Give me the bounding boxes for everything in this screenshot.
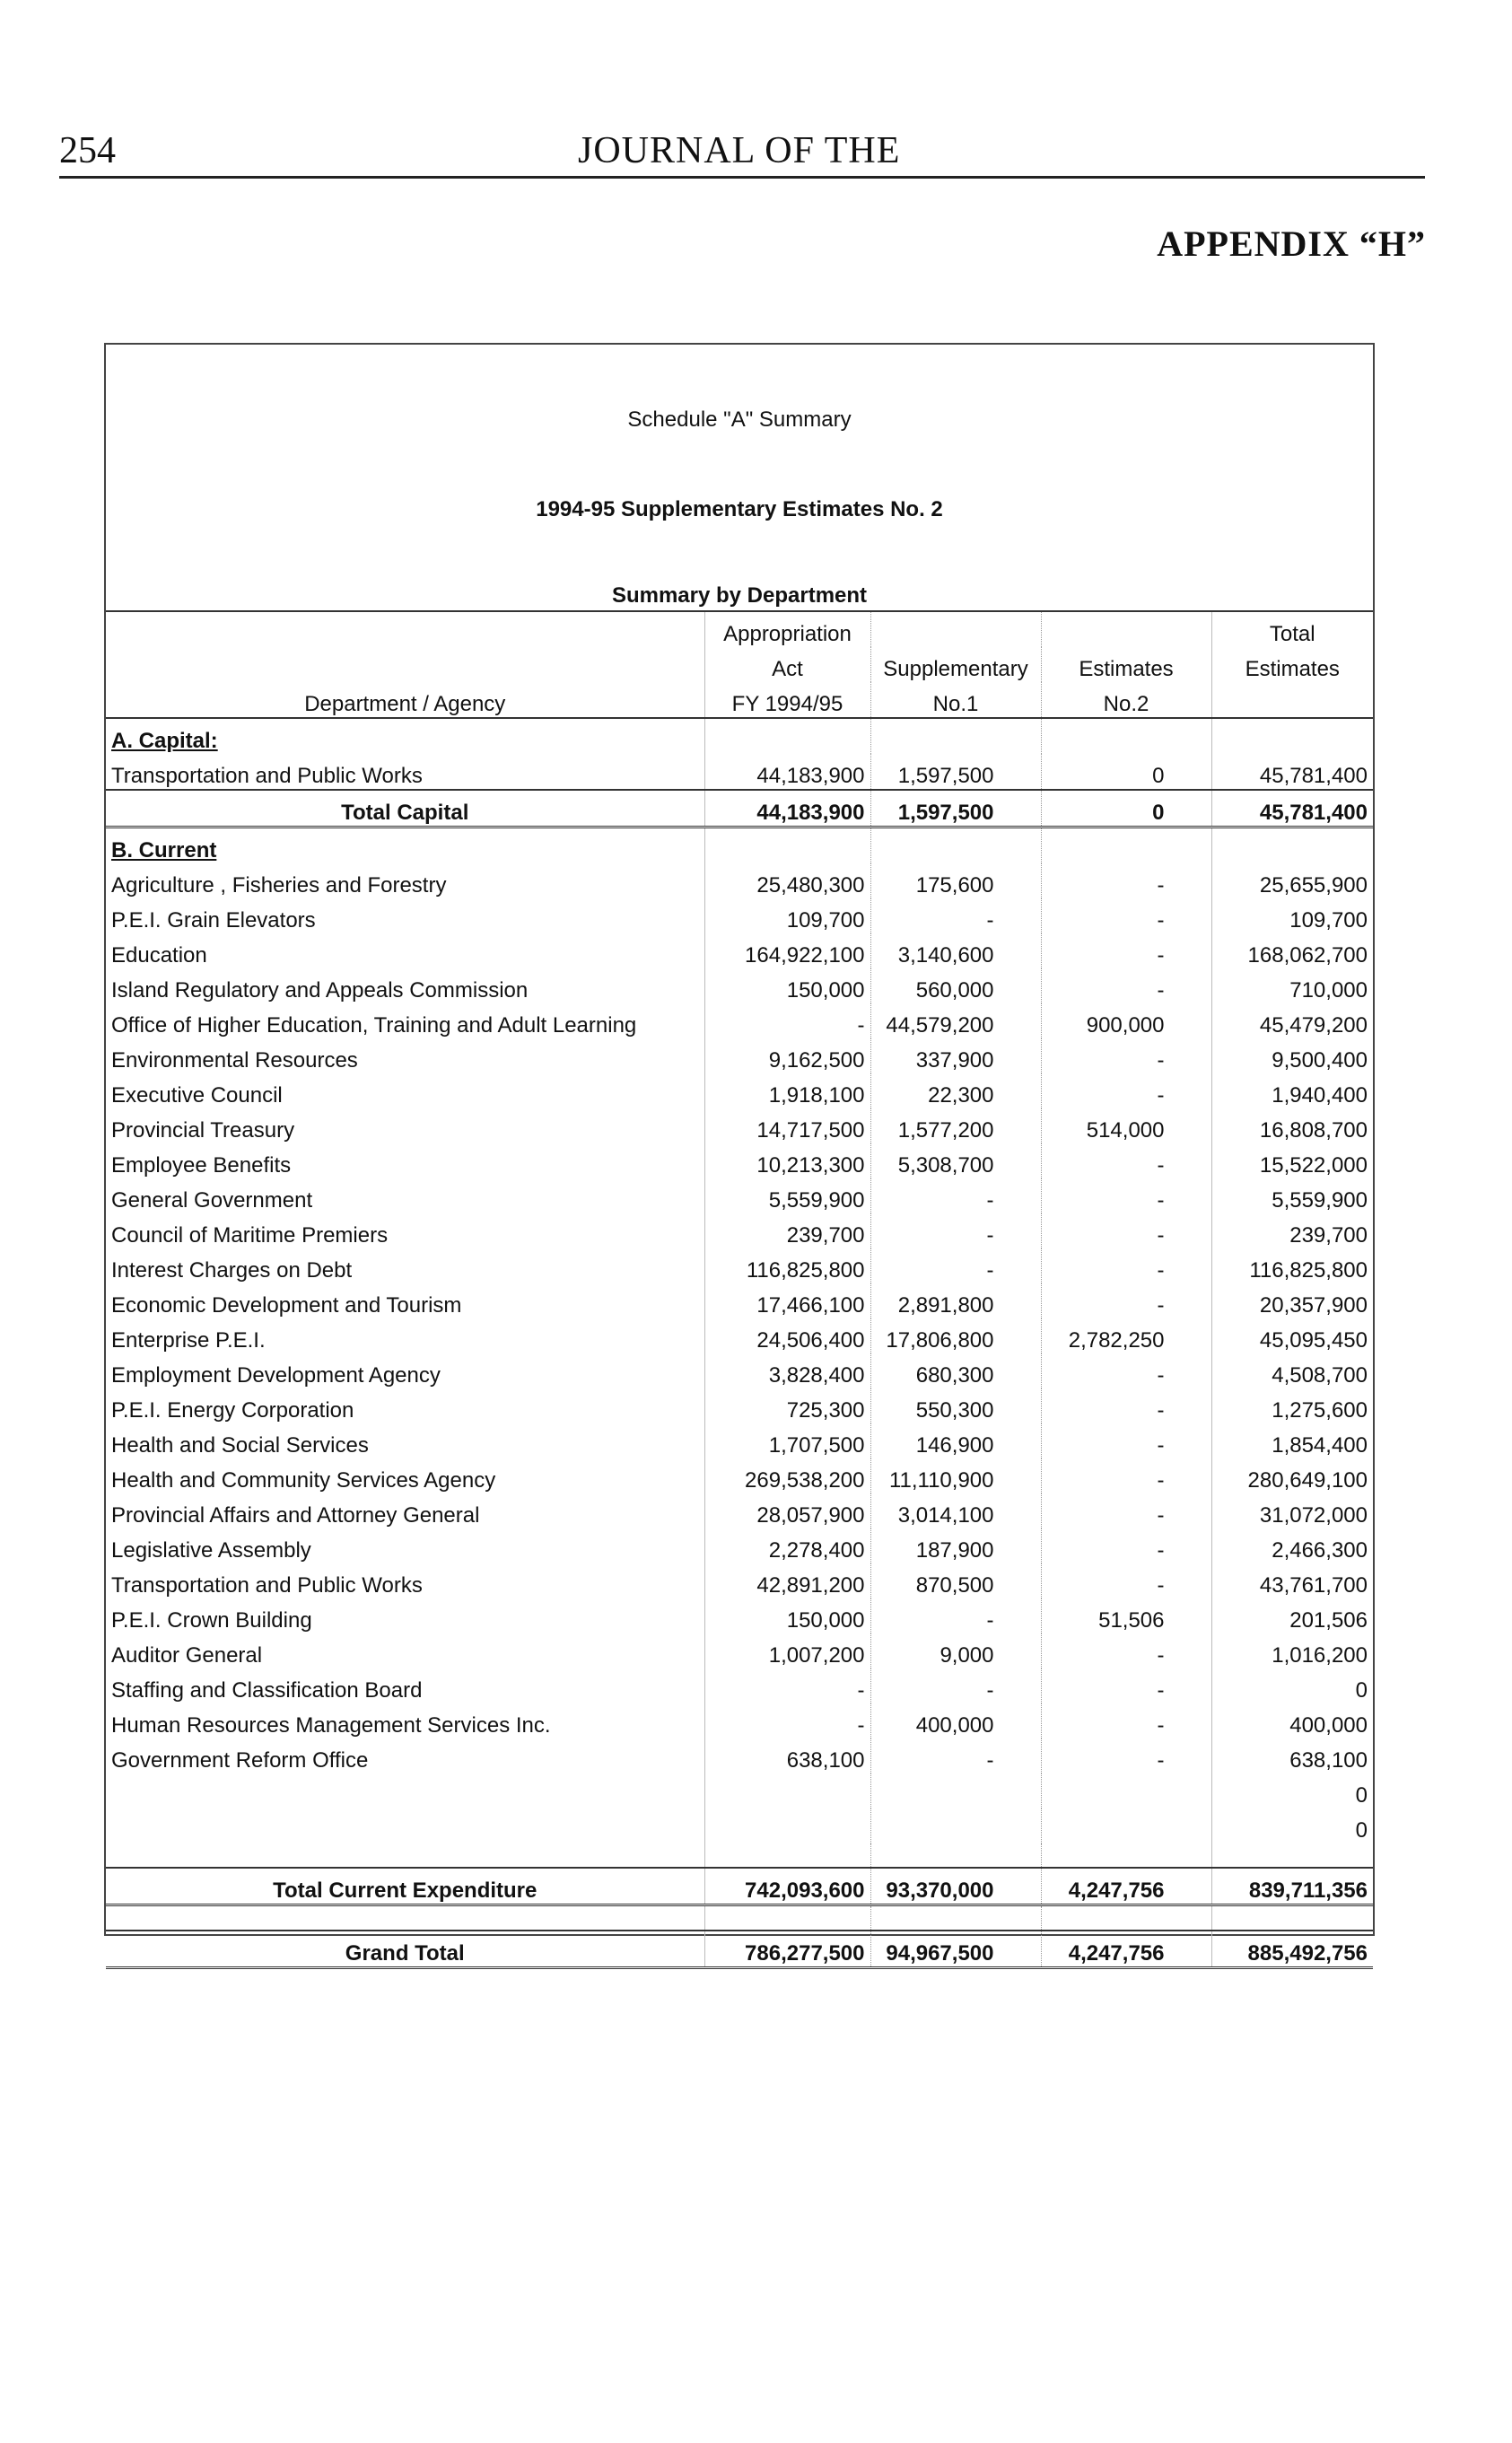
column-header xyxy=(106,647,704,682)
amount-cell: 269,538,200 xyxy=(704,1458,870,1493)
amount-cell xyxy=(870,1843,1041,1868)
row-label: Environmental Resources xyxy=(111,1048,358,1073)
amount-cell: - xyxy=(1041,1703,1211,1738)
column-header xyxy=(1041,611,1211,647)
journal-title: JOURNAL OF THE xyxy=(578,130,901,171)
amount-cell xyxy=(704,1773,870,1808)
amount-cell xyxy=(704,1905,870,1931)
column-header: Appropriation xyxy=(704,611,870,647)
row-label: Economic Development and Tourism xyxy=(111,1293,462,1318)
table-row xyxy=(106,1388,1373,1423)
table-row xyxy=(106,1738,1373,1773)
amount-cell: 146,900 xyxy=(870,1423,1041,1458)
amount-cell: 45,781,400 xyxy=(1211,754,1373,790)
amount-cell xyxy=(1041,1843,1211,1868)
amount-cell: 742,093,600 xyxy=(704,1868,870,1905)
amount-cell: 1,016,200 xyxy=(1211,1633,1373,1668)
row-label: Interest Charges on Debt xyxy=(111,1258,353,1283)
row-label: B. Current xyxy=(111,838,217,862)
column-header: Estimates xyxy=(1211,647,1373,682)
amount-cell: 17,806,800 xyxy=(870,1318,1041,1353)
table-row xyxy=(106,1528,1373,1563)
table-row xyxy=(106,1318,1373,1353)
row-label: Total Capital xyxy=(106,790,704,827)
amount-cell: 400,000 xyxy=(870,1703,1041,1738)
amount-cell: 175,600 xyxy=(870,863,1041,898)
amount-cell: 1,597,500 xyxy=(870,754,1041,790)
row-label: P.E.I. Crown Building xyxy=(111,1608,312,1633)
row-label: Transportation and Public Works xyxy=(111,764,423,788)
table-row xyxy=(106,1458,1373,1493)
amount-cell xyxy=(870,1808,1041,1843)
amount-cell xyxy=(704,827,870,864)
amount-cell: 45,095,450 xyxy=(1211,1318,1373,1353)
amount-cell: 93,370,000 xyxy=(870,1868,1041,1905)
table-row xyxy=(106,968,1373,1003)
amount-cell: 16,808,700 xyxy=(1211,1108,1373,1143)
amount-cell: 2,891,800 xyxy=(870,1283,1041,1318)
amount-cell: - xyxy=(870,1178,1041,1213)
row-label: Health and Social Services xyxy=(111,1433,369,1458)
amount-cell: 28,057,900 xyxy=(704,1493,870,1528)
amount-cell: 5,559,900 xyxy=(1211,1178,1373,1213)
amount-cell: 400,000 xyxy=(1211,1703,1373,1738)
amount-cell: 45,479,200 xyxy=(1211,1003,1373,1038)
amount-cell: 22,300 xyxy=(870,1073,1041,1108)
amount-cell: 44,183,900 xyxy=(704,790,870,827)
amount-cell: - xyxy=(1041,1668,1211,1703)
amount-cell xyxy=(1041,827,1211,864)
amount-cell: 5,559,900 xyxy=(704,1178,870,1213)
summary-table xyxy=(106,610,1373,1969)
row-label: Legislative Assembly xyxy=(111,1538,311,1563)
schedule-subtitle: 1994-95 Supplementary Estimates No. 2 xyxy=(536,497,943,521)
amount-cell xyxy=(870,718,1041,754)
amount-cell: 1,577,200 xyxy=(870,1108,1041,1143)
section-heading xyxy=(106,718,1373,754)
row-label: Education xyxy=(111,943,207,968)
amount-cell: 560,000 xyxy=(870,968,1041,1003)
row-label xyxy=(106,1843,704,1868)
column-header: Estimates xyxy=(1041,647,1211,682)
amount-cell: 725,300 xyxy=(704,1388,870,1423)
amount-cell: 337,900 xyxy=(870,1038,1041,1073)
amount-cell xyxy=(1041,718,1211,754)
amount-cell: 5,308,700 xyxy=(870,1143,1041,1178)
amount-cell: 870,500 xyxy=(870,1563,1041,1598)
amount-cell: 0 xyxy=(1211,1773,1373,1808)
amount-cell: 109,700 xyxy=(704,898,870,933)
table-row xyxy=(106,1283,1373,1318)
table-row xyxy=(106,1633,1373,1668)
amount-cell: - xyxy=(1041,1143,1211,1178)
amount-cell: - xyxy=(1041,1073,1211,1108)
table-row xyxy=(106,1143,1373,1178)
amount-cell: - xyxy=(870,1668,1041,1703)
row-label: Employee Benefits xyxy=(111,1153,292,1178)
table-row xyxy=(106,1038,1373,1073)
column-header: No.1 xyxy=(870,682,1041,718)
amount-cell: 1,597,500 xyxy=(870,790,1041,827)
row-label: Grand Total xyxy=(106,1931,704,1968)
table-row xyxy=(106,898,1373,933)
amount-cell: - xyxy=(870,1248,1041,1283)
column-header xyxy=(106,611,704,647)
row-label: Council of Maritime Premiers xyxy=(111,1223,389,1248)
amount-cell: - xyxy=(704,1668,870,1703)
table-row xyxy=(106,863,1373,898)
column-header: Total xyxy=(1211,611,1373,647)
table-row xyxy=(106,1213,1373,1248)
row-label: Staffing and Classification Board xyxy=(111,1678,423,1703)
amount-cell: 109,700 xyxy=(1211,898,1373,933)
amount-cell: 25,480,300 xyxy=(704,863,870,898)
page-number: 254 xyxy=(59,130,116,171)
amount-cell: - xyxy=(870,898,1041,933)
table-row xyxy=(106,1248,1373,1283)
amount-cell xyxy=(704,1843,870,1868)
row-label: Government Reform Office xyxy=(111,1748,369,1773)
amount-cell xyxy=(704,1808,870,1843)
amount-cell: - xyxy=(1041,1248,1211,1283)
amount-cell: - xyxy=(704,1003,870,1038)
amount-cell: - xyxy=(1041,1213,1211,1248)
amount-cell xyxy=(870,1773,1041,1808)
grand-total-row xyxy=(106,1931,1373,1968)
table-row xyxy=(106,1773,1373,1808)
amount-cell: 43,761,700 xyxy=(1211,1563,1373,1598)
amount-cell: 201,506 xyxy=(1211,1598,1373,1633)
table-row xyxy=(106,1423,1373,1458)
table-row xyxy=(106,1563,1373,1598)
amount-cell: - xyxy=(870,1598,1041,1633)
row-label xyxy=(106,1905,704,1931)
amount-cell: 1,854,400 xyxy=(1211,1423,1373,1458)
amount-cell: - xyxy=(870,1213,1041,1248)
amount-cell: - xyxy=(1041,863,1211,898)
amount-cell: 0 xyxy=(1041,790,1211,827)
amount-cell: - xyxy=(1041,898,1211,933)
amount-cell: 42,891,200 xyxy=(704,1563,870,1598)
amount-cell: 786,277,500 xyxy=(704,1931,870,1968)
amount-cell: 2,278,400 xyxy=(704,1528,870,1563)
column-header xyxy=(870,611,1041,647)
amount-cell xyxy=(1041,1808,1211,1843)
row-label: Provincial Treasury xyxy=(111,1118,295,1143)
amount-cell xyxy=(704,718,870,754)
amount-cell: 1,707,500 xyxy=(704,1423,870,1458)
row-label: Provincial Affairs and Attorney General xyxy=(111,1503,480,1528)
amount-cell: 94,967,500 xyxy=(870,1931,1041,1968)
amount-cell xyxy=(1211,718,1373,754)
amount-cell: - xyxy=(1041,1633,1211,1668)
amount-cell: 2,782,250 xyxy=(1041,1318,1211,1353)
amount-cell: 25,655,900 xyxy=(1211,863,1373,898)
amount-cell: 2,466,300 xyxy=(1211,1528,1373,1563)
summary-label: Summary by Department xyxy=(611,583,868,608)
amount-cell: 24,506,400 xyxy=(704,1318,870,1353)
section-heading xyxy=(106,827,1373,864)
row-label: P.E.I. Energy Corporation xyxy=(111,1398,354,1423)
column-header: No.2 xyxy=(1041,682,1211,718)
table-row xyxy=(106,1493,1373,1528)
amount-cell: 638,100 xyxy=(1211,1738,1373,1773)
amount-cell: - xyxy=(1041,968,1211,1003)
amount-cell: 116,825,800 xyxy=(704,1248,870,1283)
table-row xyxy=(106,1178,1373,1213)
amount-cell: 239,700 xyxy=(1211,1213,1373,1248)
amount-cell: 4,508,700 xyxy=(1211,1353,1373,1388)
amount-cell: 885,492,756 xyxy=(1211,1931,1373,1968)
table-row xyxy=(106,1003,1373,1038)
amount-cell: - xyxy=(1041,1528,1211,1563)
appendix-title: APPENDIX “H” xyxy=(1157,223,1426,264)
amount-cell xyxy=(870,827,1041,864)
row-label: Employment Development Agency xyxy=(111,1363,441,1388)
amount-cell: 45,781,400 xyxy=(1211,790,1373,827)
header-row-3 xyxy=(106,682,1373,718)
row-label: Island Regulatory and Appeals Commission xyxy=(111,978,529,1003)
row-label: Executive Council xyxy=(111,1083,283,1108)
amount-cell: - xyxy=(1041,1563,1211,1598)
amount-cell: 4,247,756 xyxy=(1041,1931,1211,1968)
row-label: Enterprise P.E.I. xyxy=(111,1328,266,1353)
amount-cell: 680,300 xyxy=(870,1353,1041,1388)
column-header: Supplementary xyxy=(870,647,1041,682)
amount-cell: 14,717,500 xyxy=(704,1108,870,1143)
table-row xyxy=(106,1108,1373,1143)
table-row xyxy=(106,1668,1373,1703)
amount-cell xyxy=(1211,827,1373,864)
amount-cell: 0 xyxy=(1041,754,1211,790)
row-label: Total Current Expenditure xyxy=(106,1868,704,1905)
header-row-2 xyxy=(106,647,1373,682)
amount-cell: 638,100 xyxy=(704,1738,870,1773)
row-label: Auditor General xyxy=(111,1643,263,1668)
amount-cell xyxy=(1041,1773,1211,1808)
row-label: Human Resources Management Services Inc. xyxy=(111,1713,551,1738)
amount-cell: - xyxy=(1041,1178,1211,1213)
row-label: P.E.I. Grain Elevators xyxy=(111,908,316,933)
amount-cell: 900,000 xyxy=(1041,1003,1211,1038)
column-header: FY 1994/95 xyxy=(704,682,870,718)
amount-cell: - xyxy=(1041,1283,1211,1318)
amount-cell: 0 xyxy=(1211,1808,1373,1843)
amount-cell: 710,000 xyxy=(1211,968,1373,1003)
row-label: A. Capital: xyxy=(111,729,218,753)
amount-cell: 44,579,200 xyxy=(870,1003,1041,1038)
schedule-title: Schedule "A" Summary xyxy=(627,407,852,432)
total-row xyxy=(106,790,1373,827)
amount-cell: 239,700 xyxy=(704,1213,870,1248)
amount-cell: 3,140,600 xyxy=(870,933,1041,968)
row-label xyxy=(106,1773,704,1808)
table-row xyxy=(106,754,1373,790)
amount-cell: 9,500,400 xyxy=(1211,1038,1373,1073)
amount-cell xyxy=(1211,1843,1373,1868)
column-header: Act xyxy=(704,647,870,682)
amount-cell: 550,300 xyxy=(870,1388,1041,1423)
amount-cell: 51,506 xyxy=(1041,1598,1211,1633)
amount-cell: - xyxy=(1041,1388,1211,1423)
amount-cell: - xyxy=(704,1703,870,1738)
table-row xyxy=(106,1808,1373,1843)
column-header: Department / Agency xyxy=(106,682,704,718)
amount-cell xyxy=(870,1905,1041,1931)
table-row xyxy=(106,1353,1373,1388)
amount-cell: - xyxy=(1041,1458,1211,1493)
amount-cell: 839,711,356 xyxy=(1211,1868,1373,1905)
row-label: General Government xyxy=(111,1188,313,1213)
row-label: Health and Community Services Agency xyxy=(111,1468,496,1493)
amount-cell: 164,922,100 xyxy=(704,933,870,968)
amount-cell: 187,900 xyxy=(870,1528,1041,1563)
spacer-row xyxy=(106,1905,1373,1931)
amount-cell: 15,522,000 xyxy=(1211,1143,1373,1178)
amount-cell: 280,649,100 xyxy=(1211,1458,1373,1493)
row-label: Office of Higher Education, Training and Adult Learning xyxy=(111,1013,637,1038)
amount-cell: 3,828,400 xyxy=(704,1353,870,1388)
header-row-1 xyxy=(106,611,1373,647)
amount-cell: 9,000 xyxy=(870,1633,1041,1668)
amount-cell: 168,062,700 xyxy=(1211,933,1373,968)
amount-cell: 17,466,100 xyxy=(704,1283,870,1318)
amount-cell: - xyxy=(1041,1493,1211,1528)
table-row xyxy=(106,1598,1373,1633)
schedule-box xyxy=(104,343,1375,1966)
amount-cell: 150,000 xyxy=(704,968,870,1003)
amount-cell: 31,072,000 xyxy=(1211,1493,1373,1528)
row-label: Agriculture , Fisheries and Forestry xyxy=(111,873,447,898)
amount-cell: - xyxy=(1041,1353,1211,1388)
table-row xyxy=(106,1703,1373,1738)
amount-cell: - xyxy=(1041,1738,1211,1773)
column-header xyxy=(1211,682,1373,718)
amount-cell: - xyxy=(870,1738,1041,1773)
amount-cell: 0 xyxy=(1211,1668,1373,1703)
amount-cell: 3,014,100 xyxy=(870,1493,1041,1528)
row-label xyxy=(106,1808,704,1843)
amount-cell: 20,357,900 xyxy=(1211,1283,1373,1318)
amount-cell: 11,110,900 xyxy=(870,1458,1041,1493)
amount-cell: 1,007,200 xyxy=(704,1633,870,1668)
amount-cell: 9,162,500 xyxy=(704,1038,870,1073)
table-row xyxy=(106,933,1373,968)
amount-cell xyxy=(1211,1905,1373,1931)
amount-cell xyxy=(1041,1905,1211,1931)
amount-cell: 1,275,600 xyxy=(1211,1388,1373,1423)
amount-cell: 44,183,900 xyxy=(704,754,870,790)
amount-cell: 514,000 xyxy=(1041,1108,1211,1143)
amount-cell: 4,247,756 xyxy=(1041,1868,1211,1905)
amount-cell: 10,213,300 xyxy=(704,1143,870,1178)
amount-cell: 1,918,100 xyxy=(704,1073,870,1108)
row-label: Transportation and Public Works xyxy=(111,1573,423,1598)
total-row xyxy=(106,1868,1373,1905)
amount-cell: 116,825,800 xyxy=(1211,1248,1373,1283)
spacer-row xyxy=(106,1843,1373,1868)
amount-cell: - xyxy=(1041,1423,1211,1458)
amount-cell: - xyxy=(1041,1038,1211,1073)
amount-cell: 1,940,400 xyxy=(1211,1073,1373,1108)
amount-cell: 150,000 xyxy=(704,1598,870,1633)
table-row xyxy=(106,1073,1373,1108)
amount-cell: - xyxy=(1041,933,1211,968)
page-header xyxy=(59,126,1425,179)
